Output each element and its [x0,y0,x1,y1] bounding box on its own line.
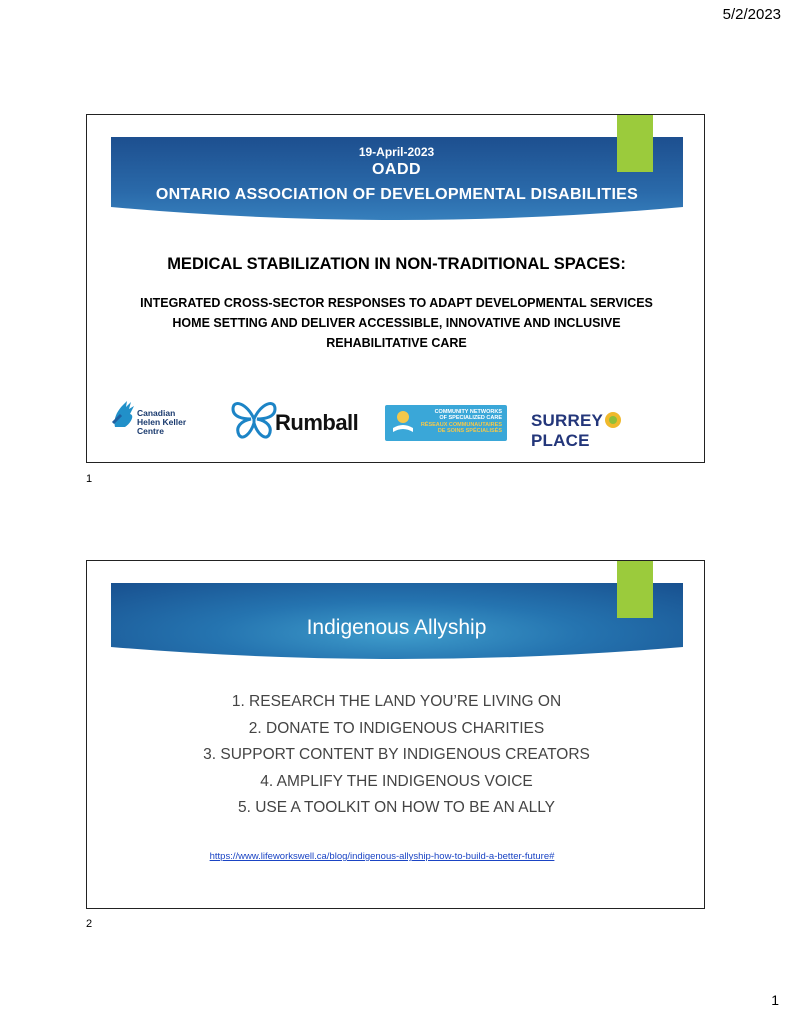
page-date: 5/2/2023 [722,6,781,23]
slide-2-number: 2 [86,918,93,930]
hand-icon [111,397,137,435]
rumball-wordmark: Rumball [275,410,359,435]
place-word: PLACE [531,431,590,450]
surrey-place-logo [531,411,681,450]
flower-icon [604,411,622,429]
cnsc-en-1: COMMUNITY NETWORKS [434,409,502,415]
list-item: 4. AMPLIFY THE INDIGENOUS VOICE [260,772,533,790]
chkc-line-2: Helen Keller [137,417,187,427]
org-acronym: OADD [371,161,422,178]
slide-1 [86,114,705,463]
partner-logos [87,387,705,450]
chkc-logo [111,395,201,441]
sun-icon [391,408,417,438]
slide-subtitle: INTEGRATED CROSS-SECTOR RESPONSES TO ADAPT DEVELOPMENTAL SERVICES HOME SETTING AND DELIVER ACCESSIBLE, INNOVATIVE AND INCLUSIVE REHABILITATIVE CARE [140,296,653,350]
list-item: 2. DONATE TO INDIGENOUS CHARITIES [248,719,545,737]
event-date: 19-April-2023 [358,145,435,159]
page-number: 1 [771,992,779,1008]
banner-curve-shape [111,637,683,667]
allyship-list [87,689,705,822]
cnsc-en-2: OF SPECIALIZED CARE [439,415,502,421]
accent-tab [617,561,653,618]
surrey-word: SURREY [531,411,604,430]
slide-title: Indigenous Allyship [306,616,487,639]
resource-link[interactable]: https://www.lifeworkswell.ca/blog/indigenous-allyship-how-to-build-a-better-future# [209,851,555,862]
rumball-logo [229,397,369,443]
list-item: 3. SUPPORT CONTENT BY INDIGENOUS CREATORS [203,746,590,763]
list-item: 5. USE A TOOLKIT ON HOW TO BE AN ALLY [237,799,556,816]
cnsc-logo [385,405,507,441]
butterfly-icon [229,397,279,441]
chkc-line-3: Centre [137,426,164,436]
list-item: 1. RESEARCH THE LAND YOU’RE LIVING ON [231,693,562,710]
slide-2 [86,560,705,909]
slide-title: MEDICAL STABILIZATION IN NON-TRADITIONAL SPACES: [167,255,626,273]
cnsc-fr-1: RÉSEAUX COMMUNAUTAIRES [420,422,502,428]
slide-1-number: 1 [86,473,93,485]
chkc-line-1: Canadian [137,408,176,418]
cnsc-fr-2: DE SOINS SPÉCIALISÉS [437,428,502,434]
org-name: ONTARIO ASSOCIATION OF DEVELOPMENTAL DISABILITIES [155,186,639,203]
